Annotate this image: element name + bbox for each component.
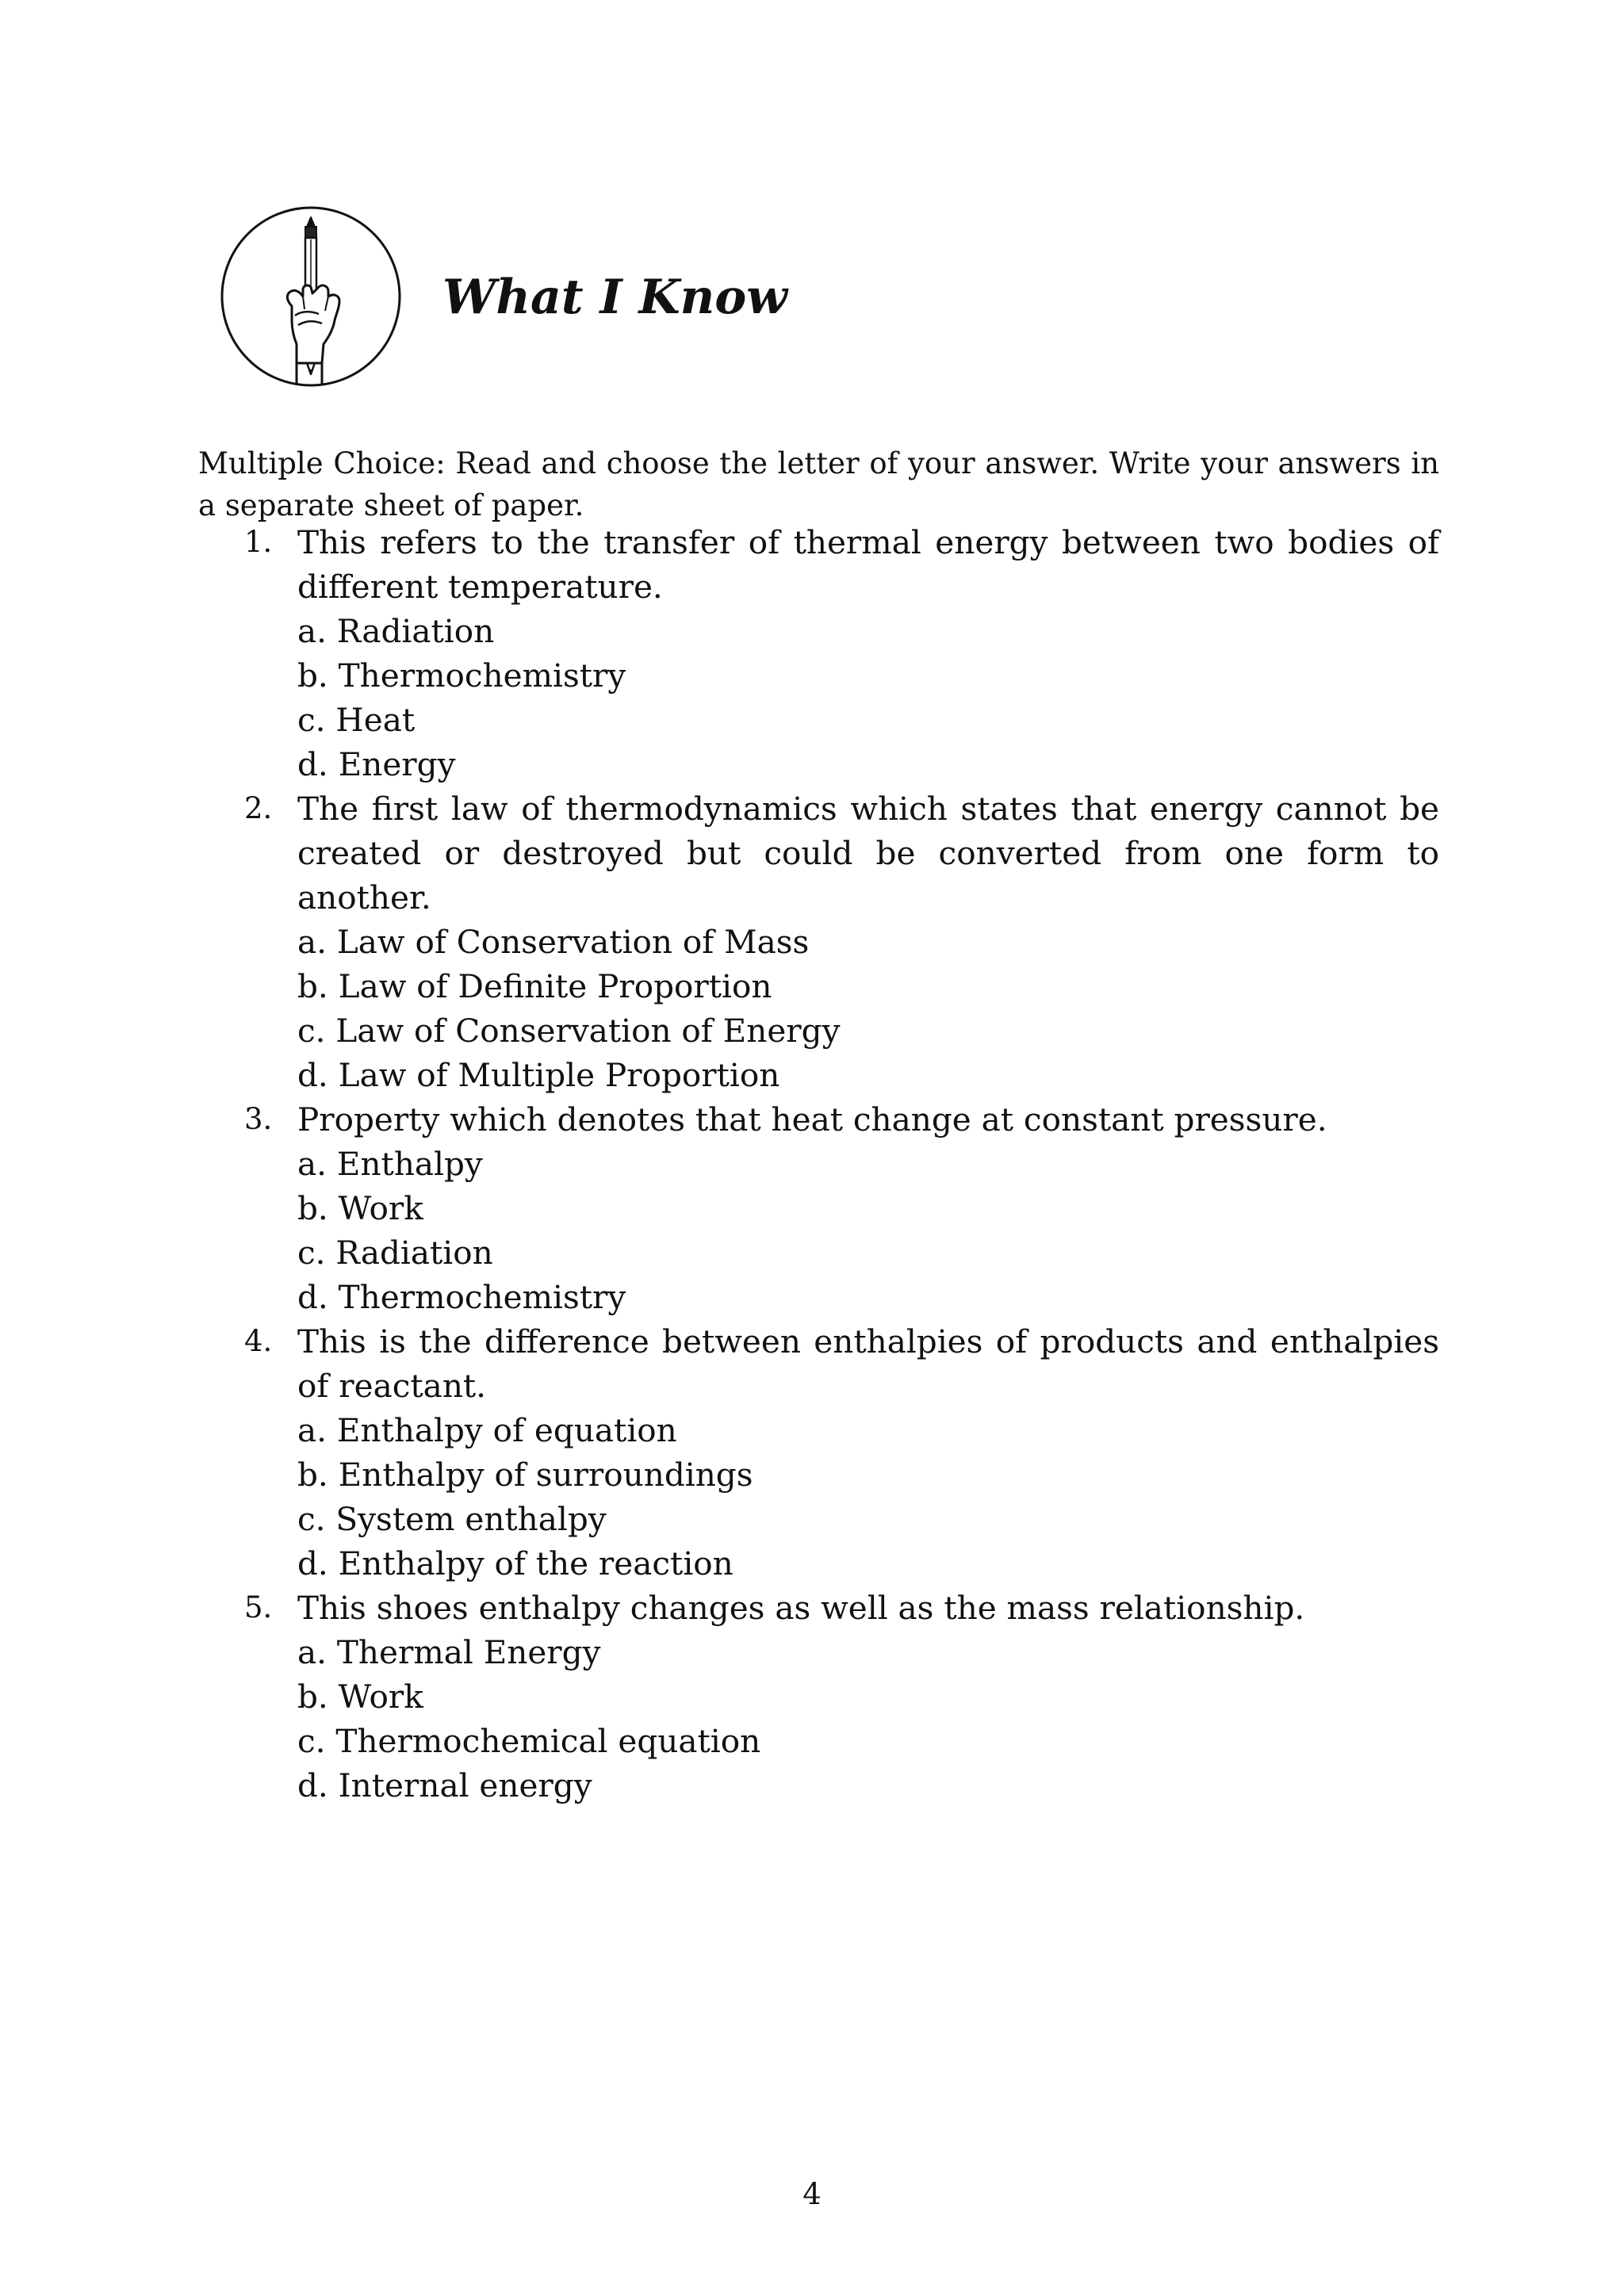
option-list <box>297 1630 1439 1808</box>
option-list <box>297 1142 1439 1319</box>
option-d: d. Law of Multiple Proportion <box>297 1056 780 1094</box>
question-item <box>198 520 1439 786</box>
option-a: a. Enthalpy of equation <box>297 1411 677 1449</box>
question-item <box>198 1319 1439 1586</box>
option-d: d. Internal energy <box>297 1766 592 1804</box>
option-c: c. Thermochemical equation <box>297 1722 761 1760</box>
option-b: b. Law of Definite Proportion <box>297 967 772 1005</box>
option-list <box>297 609 1439 786</box>
question-item <box>198 1586 1439 1808</box>
option-d: d. Enthalpy of the reaction <box>297 1544 733 1582</box>
option-c: c. Law of Conservation of Energy <box>297 1012 841 1050</box>
question-text: This is the difference between enthalpies of products and enthalpies of reactant. <box>297 1322 1439 1405</box>
option-c: c. Radiation <box>297 1234 493 1272</box>
question-number: 3. <box>244 1102 273 1136</box>
option-a: a. Enthalpy <box>297 1145 483 1183</box>
question-text: This refers to the transfer of thermal energy between two bodies of different temperature. <box>297 523 1439 606</box>
question-item <box>198 1097 1439 1319</box>
question-item <box>198 786 1439 1097</box>
hand-holding-pencil-icon <box>219 205 403 388</box>
option-b: b. Work <box>297 1189 423 1227</box>
option-list <box>297 920 1439 1097</box>
question-number: 5. <box>244 1590 273 1624</box>
option-d: d. Thermochemistry <box>297 1278 626 1316</box>
option-b: b. Enthalpy of surroundings <box>297 1456 753 1494</box>
option-list <box>297 1408 1439 1586</box>
option-c: c. Heat <box>297 701 416 739</box>
option-a: a. Radiation <box>297 612 495 650</box>
option-a: a. Thermal Energy <box>297 1633 601 1671</box>
question-number: 1. <box>244 525 273 559</box>
instructions-text: Multiple Choice: Read and choose the letter of your answer. Write your answers in a separate sheet of paper. <box>198 446 1439 522</box>
question-number: 2. <box>244 791 273 825</box>
option-b: b. Work <box>297 1678 423 1716</box>
option-b: b. Thermochemistry <box>297 656 626 695</box>
question-text: Property which denotes that heat change at constant pressure. <box>297 1100 1327 1138</box>
question-text: The first law of thermodynamics which states that energy cannot be created or destroyed but could be converted from one form to another. <box>297 790 1439 916</box>
option-c: c. System enthalpy <box>297 1500 607 1538</box>
page-number: 4 <box>802 2177 822 2211</box>
section-title: What I Know <box>442 270 787 325</box>
question-list <box>198 520 1439 1808</box>
question-text: This shoes enthalpy changes as well as the mass relationship. <box>297 1589 1305 1627</box>
option-d: d. Energy <box>297 745 456 783</box>
question-number: 4. <box>244 1324 273 1358</box>
option-a: a. Law of Conservation of Mass <box>297 923 810 961</box>
